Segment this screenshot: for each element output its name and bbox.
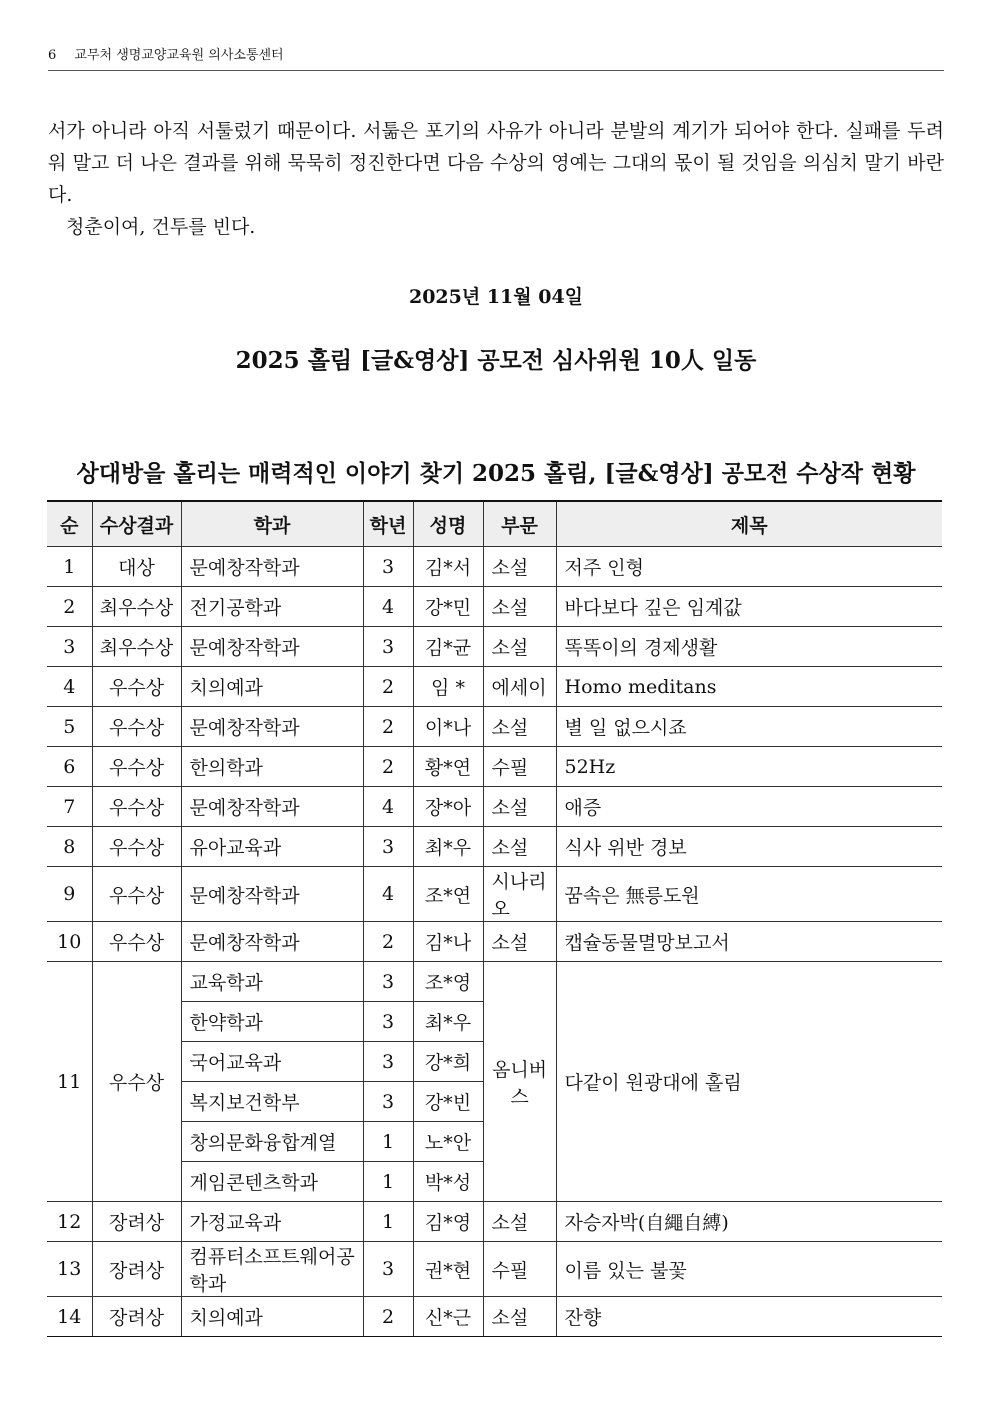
- cell-category: 소설: [483, 547, 556, 587]
- cell-title: 다같이 원광대에 홀림: [556, 962, 942, 1202]
- cell-category: 옴니버스: [483, 962, 556, 1202]
- cell-name: 최*우: [413, 1002, 483, 1042]
- cell-dept: 창의문화융합계열: [181, 1122, 363, 1162]
- cell-title: 이름 있는 불꽃: [556, 1242, 942, 1297]
- cell-year: 2: [363, 747, 413, 787]
- cell-title: 바다보다 깊은 임계값: [556, 587, 942, 627]
- cell-title: 캡슐동물멸망보고서: [556, 922, 942, 962]
- cell-no: 12: [47, 1202, 92, 1242]
- cell-category: 소설: [483, 827, 556, 867]
- cell-name: 조*연: [413, 867, 483, 922]
- header-title: 교무처 생명교양교육원 의사소통센터: [74, 48, 284, 63]
- cell-title: 잔향: [556, 1297, 942, 1337]
- cell-no: 1: [47, 547, 92, 587]
- table-row: [47, 747, 942, 787]
- cell-no: 5: [47, 707, 92, 747]
- cell-category: 소설: [483, 787, 556, 827]
- cell-dept: 복지보건학부: [181, 1082, 363, 1122]
- cell-title: 애증: [556, 787, 942, 827]
- header-award: 수상결과: [92, 501, 181, 547]
- cell-year: 3: [363, 1002, 413, 1042]
- cell-category: 에세이: [483, 667, 556, 707]
- cell-category: 수필: [483, 1242, 556, 1297]
- cell-no: 6: [47, 747, 92, 787]
- cell-year: 3: [363, 1082, 413, 1122]
- cell-award: 대상: [92, 547, 181, 587]
- cell-name: 권*현: [413, 1242, 483, 1297]
- cell-year: 3: [363, 1242, 413, 1297]
- cell-no: 11: [47, 962, 92, 1202]
- table-row: [47, 627, 942, 667]
- table-row: [47, 1202, 942, 1242]
- cell-title: 꿈속은 無릉도원: [556, 867, 942, 922]
- cell-year: 2: [363, 707, 413, 747]
- table-row: [47, 962, 942, 1002]
- header-name: 성명: [413, 501, 483, 547]
- cell-name: 김*균: [413, 627, 483, 667]
- cell-dept: 유아교육과: [181, 827, 363, 867]
- cell-year: 3: [363, 627, 413, 667]
- cell-title: 52Hz: [556, 747, 942, 787]
- cell-no: 4: [47, 667, 92, 707]
- cell-name: 최*우: [413, 827, 483, 867]
- cell-category: 시나리오: [483, 867, 556, 922]
- cell-year: 3: [363, 547, 413, 587]
- cell-dept: 문예창작학과: [181, 627, 363, 667]
- cell-year: 4: [363, 587, 413, 627]
- cell-no: 8: [47, 827, 92, 867]
- header-year: 학년: [363, 501, 413, 547]
- cell-category: 소설: [483, 627, 556, 667]
- document-date: 2025년 11월 04일: [408, 286, 584, 308]
- cell-dept: 컴퓨터소프트웨어공학과: [181, 1242, 363, 1297]
- table-row: [47, 587, 942, 627]
- cell-dept: 한의학과: [181, 747, 363, 787]
- cell-no: 3: [47, 627, 92, 667]
- cell-no: 10: [47, 922, 92, 962]
- cell-award: 장려상: [92, 1297, 181, 1337]
- cell-name: 장*아: [413, 787, 483, 827]
- cell-no: 13: [47, 1242, 92, 1297]
- awards-table: [47, 500, 942, 1337]
- cell-no: 9: [47, 867, 92, 922]
- cell-year: 2: [363, 1297, 413, 1337]
- body-paragraph: 서가 아니라 아직 서툴렀기 때문이다. 서툶은 포기의 사유가 아니라 분발의 계기가 되어야 한다. 실패를 두려워 말고 더 나은 결과를 위해 묵묵히 정진한다면 다음 수상의 영예는 그대의 몫이 될 것임을 의심치 말기 바란다.: [48, 120, 944, 206]
- cell-name: 김*영: [413, 1202, 483, 1242]
- cell-award: 장려상: [92, 1242, 181, 1297]
- cell-year: 1: [363, 1122, 413, 1162]
- body-closing: 청춘이여, 건투를 빈다.: [66, 216, 256, 238]
- cell-category: 수필: [483, 747, 556, 787]
- table-row: [47, 787, 942, 827]
- header-category: 부문: [483, 501, 556, 547]
- header-no: 순: [47, 501, 92, 547]
- cell-award: 최우수상: [92, 587, 181, 627]
- header-title: 제목: [556, 501, 942, 547]
- cell-dept: 교육학과: [181, 962, 363, 1002]
- cell-name: 황*연: [413, 747, 483, 787]
- cell-dept: 문예창작학과: [181, 922, 363, 962]
- cell-name: 신*근: [413, 1297, 483, 1337]
- page-header: [48, 44, 944, 71]
- cell-year: 1: [363, 1162, 413, 1202]
- table-title: 상대방을 홀리는 매력적인 이야기 찾기 2025 홀림, [글&영상] 공모전 수상작 현황: [76, 460, 916, 487]
- table-row: [47, 547, 942, 587]
- cell-dept: 국어교육과: [181, 1042, 363, 1082]
- table-row: [47, 1242, 942, 1297]
- cell-title: 자승자박(自繩自縛): [556, 1202, 942, 1242]
- cell-no: 14: [47, 1297, 92, 1337]
- cell-award: 우수상: [92, 707, 181, 747]
- cell-name: 박*성: [413, 1162, 483, 1202]
- cell-award: 최우수상: [92, 627, 181, 667]
- cell-category: 소설: [483, 922, 556, 962]
- cell-no: 2: [47, 587, 92, 627]
- cell-award: 장려상: [92, 1202, 181, 1242]
- cell-name: 강*빈: [413, 1082, 483, 1122]
- cell-category: 소설: [483, 1297, 556, 1337]
- cell-name: 조*영: [413, 962, 483, 1002]
- cell-year: 3: [363, 962, 413, 1002]
- cell-name: 이*나: [413, 707, 483, 747]
- cell-title: 저주 인형: [556, 547, 942, 587]
- cell-name: 김*나: [413, 922, 483, 962]
- cell-dept: 한약학과: [181, 1002, 363, 1042]
- body-text: [48, 115, 944, 243]
- page-number: 6: [48, 48, 57, 63]
- table-row: [47, 1297, 942, 1337]
- judges-heading: 2025 홀림 [글&영상] 공모전 심사위원 10人 일동: [235, 347, 757, 374]
- cell-dept: 문예창작학과: [181, 707, 363, 747]
- cell-dept: 문예창작학과: [181, 547, 363, 587]
- cell-category: 소설: [483, 707, 556, 747]
- cell-dept: 문예창작학과: [181, 867, 363, 922]
- cell-dept: 가정교육과: [181, 1202, 363, 1242]
- cell-year: 4: [363, 787, 413, 827]
- cell-award: 우수상: [92, 962, 181, 1202]
- cell-dept: 치의예과: [181, 667, 363, 707]
- cell-name: 김*서: [413, 547, 483, 587]
- cell-name: 강*민: [413, 587, 483, 627]
- cell-award: 우수상: [92, 667, 181, 707]
- cell-name: 노*안: [413, 1122, 483, 1162]
- cell-award: 우수상: [92, 747, 181, 787]
- table-row: [47, 867, 942, 922]
- cell-no: 7: [47, 787, 92, 827]
- cell-title: 똑똑이의 경제생활: [556, 627, 942, 667]
- cell-title: Homo meditans: [556, 667, 942, 707]
- cell-dept: 전기공학과: [181, 587, 363, 627]
- cell-year: 3: [363, 827, 413, 867]
- cell-dept: 게임콘텐츠학과: [181, 1162, 363, 1202]
- cell-year: 4: [363, 867, 413, 922]
- cell-year: 1: [363, 1202, 413, 1242]
- table-row: [47, 827, 942, 867]
- cell-year: 2: [363, 667, 413, 707]
- table-row: [47, 922, 942, 962]
- cell-award: 우수상: [92, 827, 181, 867]
- cell-award: 우수상: [92, 922, 181, 962]
- cell-name: 임 *: [413, 667, 483, 707]
- cell-category: 소설: [483, 587, 556, 627]
- cell-dept: 치의예과: [181, 1297, 363, 1337]
- table-row: [47, 667, 942, 707]
- cell-year: 2: [363, 922, 413, 962]
- cell-title: 별 일 없으시죠: [556, 707, 942, 747]
- table-row: [47, 707, 942, 747]
- header-dept: 학과: [181, 501, 363, 547]
- cell-year: 3: [363, 1042, 413, 1082]
- cell-name: 강*희: [413, 1042, 483, 1082]
- cell-award: 우수상: [92, 787, 181, 827]
- cell-dept: 문예창작학과: [181, 787, 363, 827]
- cell-category: 소설: [483, 1202, 556, 1242]
- cell-title: 식사 위반 경보: [556, 827, 942, 867]
- table-header-row: [47, 501, 942, 547]
- cell-award: 우수상: [92, 867, 181, 922]
